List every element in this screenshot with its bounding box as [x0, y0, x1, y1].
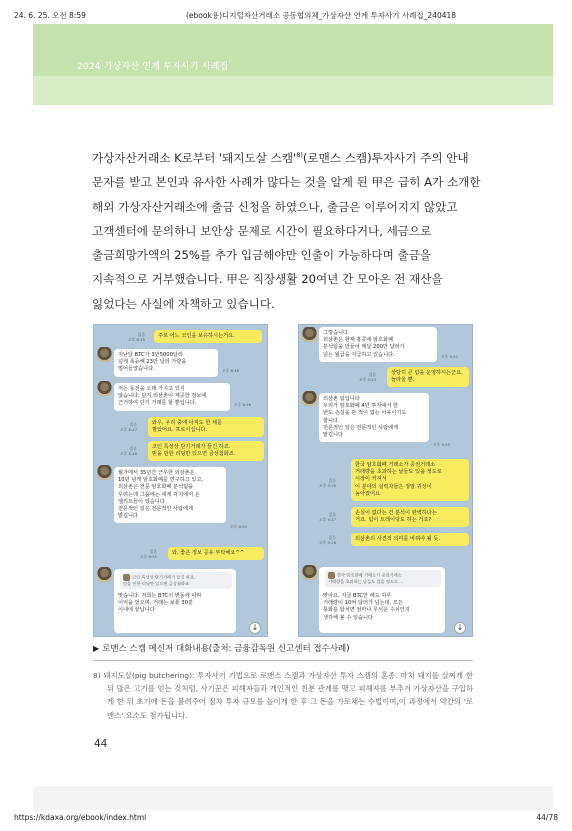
- chat-message: [94, 330, 267, 344]
- print-page-counter: 44/78: [536, 813, 558, 822]
- body-line-7: 잃었다는 사실에 자책하고 있습니다.: [92, 296, 275, 311]
- chat-message: [94, 417, 267, 437]
- message-bubble-in-reply: [319, 567, 445, 633]
- chat-message: [94, 567, 267, 633]
- print-url[interactable]: https://kdaxa.org/ebook/index.html: [14, 813, 147, 822]
- chat-message: [94, 381, 267, 411]
- message-bubble-out: 주로 어느 코인을 보유하시는거요.: [154, 330, 262, 343]
- body-line-4: 고객센터에 문의하니 보안상 문제로 시간이 필요하다거나, 세금으로: [92, 223, 432, 238]
- message-time: 읽음 오후 8:51: [140, 549, 158, 559]
- message-time: 읽음 오후 9:26: [319, 478, 337, 488]
- message-bubble-out: 손실이 없다는 건 분석이 완벽하다는 거죠. 팀이 트레이딩도 하는 거죠?: [351, 507, 469, 527]
- page-number: 44: [94, 738, 108, 750]
- page-footer-band: [33, 786, 553, 810]
- avatar: [302, 327, 317, 342]
- caption-triangle-icon: ▶: [93, 644, 100, 653]
- message-time: 읽음 오후 8:48: [120, 446, 138, 456]
- quote-text: 한국 암호화폐 거래소가 증권거래소 거래량을 초과하는 날들도 있을 정도로 ...: [328, 572, 404, 584]
- message-time: 오후 9:22: [441, 354, 459, 359]
- avatar: [97, 567, 112, 582]
- chat-message: [299, 565, 472, 635]
- message-bubble-out: 상당히 큰 팀을 운영하시는군요. 놀라울 뿐.: [387, 367, 469, 387]
- reply-quote: [325, 570, 441, 587]
- message-time: 읽음 오후 9:27: [319, 512, 337, 522]
- quote-text: 코인 특성상 단기거래가 들긴 하죠. 믿을 만한 리딩만 있으면 금상첨화죠.: [123, 574, 196, 586]
- message-time: 오후 8:46: [222, 368, 240, 373]
- message-bubble-out: 한국 암호화폐 거래소가 증권거래소 거래량을 초과하는 날들도 있을 정도로 시장이 커져서 이 분야의 실력자들은 정말 귀상이 높아졌어요.: [351, 459, 469, 501]
- footnote-number: 8): [93, 671, 101, 680]
- body-line-5: 출금희망가액의 25%를 추가 입금해야만 인출이 가능하다며 출금을: [92, 248, 432, 263]
- body-line-1b: (로맨스 스캠)투자사기 주의 안내: [302, 151, 469, 165]
- reply-text: 맞아요, 지금 BTC만 해도 하루 거래량이 10억 달러가 넘는데, 모든 통화를 합치면 엄마나 무서운 수치인지 생각해 볼 수 있습니다: [323, 593, 410, 621]
- message-time: 오후 8:46: [234, 402, 252, 407]
- message-bubble-out: 와, 좋은 정보 공유 부탁해요^^: [168, 547, 264, 560]
- message-time: 읽음 오후 8:47: [120, 422, 138, 432]
- body-line-2: 문자를 받고 본인과 유사한 사례가 많다는 것을 알게 된 甲은 급히 A가 소개한: [92, 175, 481, 190]
- avatar: [97, 465, 112, 480]
- avatar: [97, 347, 112, 362]
- chat-screenshot-right: [298, 324, 473, 637]
- footnote: [93, 669, 473, 722]
- ebook-page: [33, 24, 553, 810]
- avatar: [302, 391, 317, 406]
- scroll-down-button[interactable]: ↓: [249, 622, 261, 634]
- message-time: 읽음 오후 9:23: [359, 372, 377, 382]
- message-bubble-out: 코인 특성상 단기거래가 들긴 하죠. 믿을 만한 리딩만 있으면 금상첨화죠.: [148, 441, 264, 461]
- body-line-6: 지속적으로 거부했습니다. 甲은 직장생활 20여년 간 모아온 전 재산을: [92, 272, 443, 287]
- page-banner-strip: [33, 76, 553, 105]
- footnote-divider: [93, 660, 473, 661]
- message-time: 오후 8:50: [230, 524, 248, 529]
- chat-message: [94, 441, 267, 461]
- banner-title: 2024 가상자산 연계 투자사기 사례집: [77, 62, 229, 72]
- footnote-ref[interactable]: 8): [296, 151, 303, 160]
- message-time: 읽음 오후 9:28: [319, 535, 337, 545]
- chat-message: [94, 547, 267, 561]
- footnote-text: 돼지도살(pig butchering): 투자사기 기법으로 로맨스 스캠과 가상자산 투자 스캠의 혼종. 마치 돼지를 살찌게 한 뒤 많은 고기를 얻는 것처럼, 사기꾼은 피해자들과 개인적인 친분 관계를 맺고 피해자를 부추겨 가상자산을 구입하게 한 뒤 초기에 돈을 불려주어 점차 투자 규모를 높이게 한 후 그 돈을 가로채는 수법이며,이 과정에서 약간의 '로맨스' 요소도 첨가됩니다.: [103, 671, 473, 720]
- print-footer: [14, 813, 558, 825]
- message-bubble-in: 월가에서 35년간 근무한 외삼촌은 10년 넘게 암호화폐를 연구하고 있고, 외삼촌은 전문 암호화폐 분석팀을 꾸려는데 그룹에는 세계 각지에서 온 엘리트들이 있습니다 전문적인 일은 전문적인 사람에게 맡깁니다: [114, 467, 226, 523]
- body-line-3: 해외 가상자산거래소에 출금 신청을 하였으나, 출금은 이루어지지 않았고: [92, 199, 458, 214]
- message-bubble-out: 와우, 우리 중에 아직도 한 채를 짤았어요. 프로이십니다.: [148, 417, 264, 437]
- print-date: 24. 6. 25. 오전 8:59: [14, 11, 86, 20]
- chat-message: [299, 507, 472, 527]
- avatar: [302, 565, 317, 580]
- chat-message: [299, 391, 472, 451]
- body-line-1a: 가상자산거래소 K로부터 '돼지도살 스캠': [92, 151, 297, 165]
- message-bubble-out: 외삼촌의 사견적 의미를 바꿔야 될 듯.: [351, 533, 469, 546]
- body-paragraph: [92, 146, 492, 316]
- chat-message: [299, 367, 472, 387]
- chat-message: [299, 327, 472, 361]
- caption-text: 로맨스 스캠 메신저 대화내용(출처: 금융감독원 신고센터 접수사례): [102, 644, 350, 654]
- message-bubble-in: 외삼촌 팀입니다 우리가 암호화폐 4년 투자에서 한 번도 손실을 본 적이 없는 이유이기도 합니다. 전문적인 일은 전문적인 사람에게 맡깁니다: [319, 393, 429, 442]
- scroll-down-button[interactable]: ↓: [454, 622, 466, 634]
- figure-caption: [93, 642, 350, 654]
- chat-screenshot-left: [93, 324, 268, 637]
- chat-message: [94, 347, 267, 375]
- chat-message: [299, 533, 472, 547]
- quote-avatar-icon: [123, 574, 130, 581]
- message-time: 오후 9:25: [433, 442, 451, 447]
- footnote-body: [93, 669, 473, 722]
- avatar: [97, 381, 112, 396]
- reply-text: 맞습니다. 저희는 BTC의 변동에 따라 이익을 얻으며, 거래는 보통 30분 이내에 끝납니다: [118, 593, 202, 614]
- chat-message: [299, 459, 472, 501]
- chat-message: [94, 465, 267, 535]
- message-bubble-in: 그렇습니다. 외삼촌은 현재 홍콩에 암호화폐 분석팀을 만들어 매달 200만 달러가 넘는 월급을 지급하고 있습니다.: [319, 327, 437, 362]
- message-bubble-in: 저는 동전을 오래 가지고 있지 않습니다. 단지 외삼촌이 제공한 정보에 근거하여 단기 거래를 할 뿐입니다.: [114, 383, 230, 411]
- message-bubble-in: 지난달 BTC가 3만5000달러 넘게 폭등해 23만 달러 가량을 벌어들였습니다.: [114, 349, 218, 377]
- reply-quote: [120, 572, 232, 589]
- print-header: [14, 10, 558, 22]
- message-time: 읽음 오후 8:45: [128, 332, 146, 342]
- message-bubble-in-reply: [114, 569, 236, 633]
- quote-avatar-icon: [328, 572, 335, 579]
- print-title: (ebook용)디지털자산거래소 공동협의체_가상자산 연계 투자사기 사례집_240418: [186, 11, 457, 20]
